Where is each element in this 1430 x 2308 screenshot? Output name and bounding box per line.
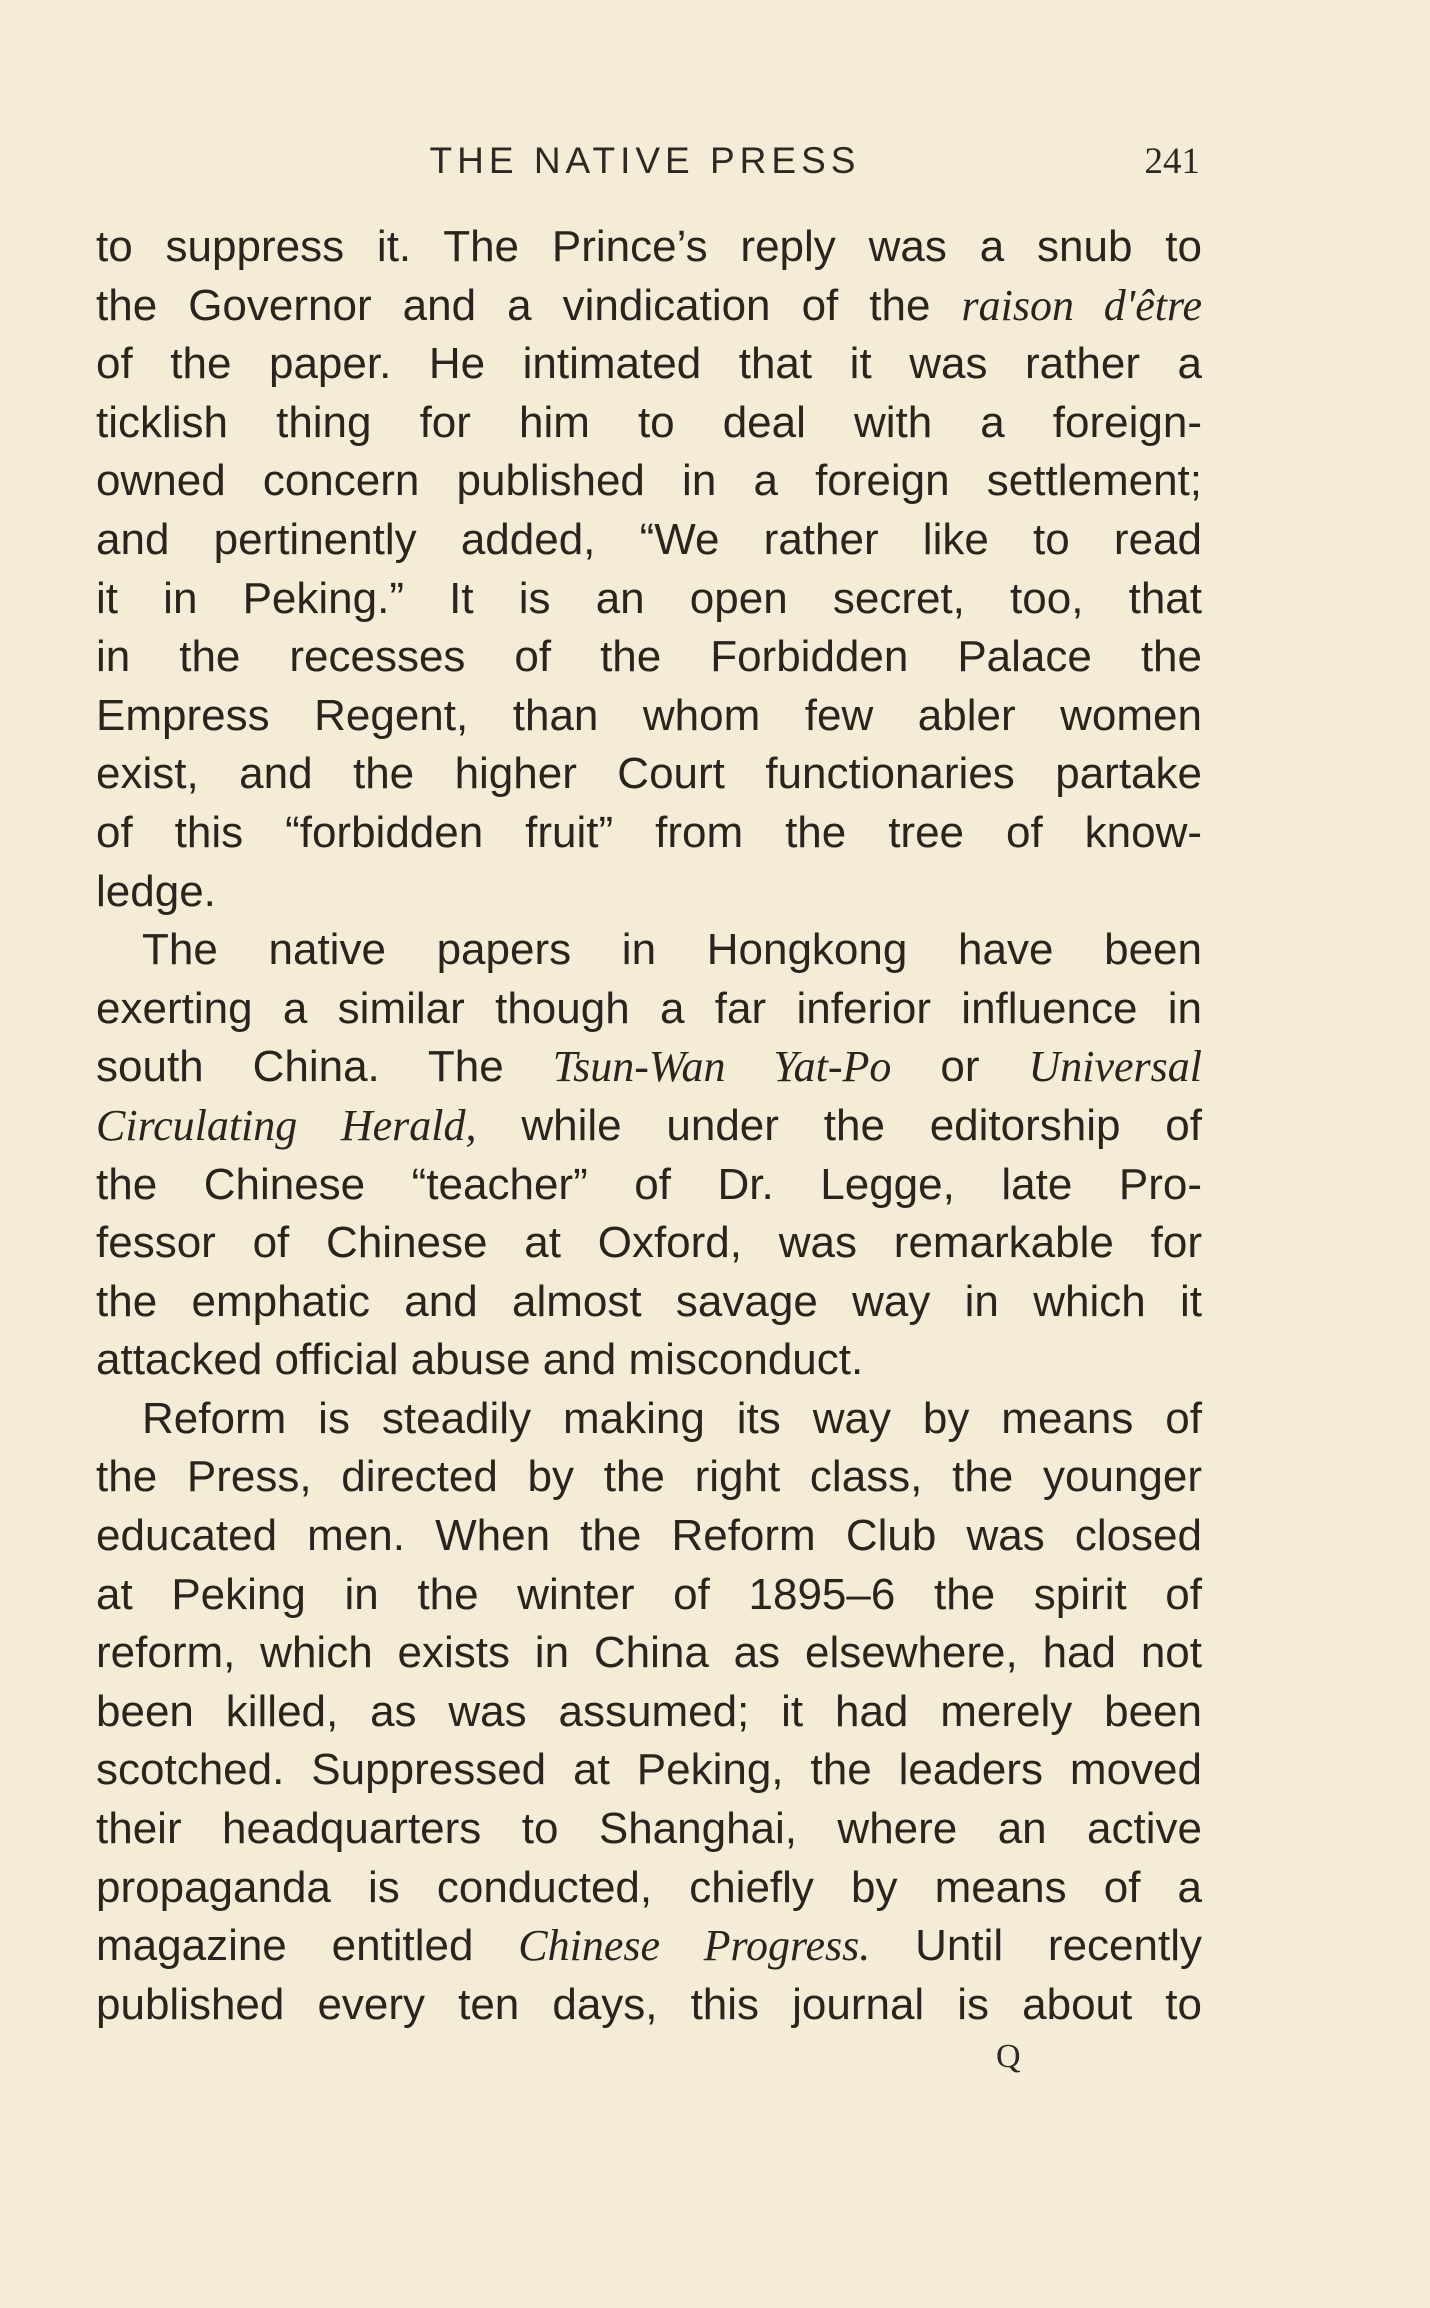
text-line: been killed, as was assumed; it had merely been — [96, 1686, 1202, 1736]
text-line: magazine entitled Chinese Progress. Until recently — [96, 1921, 1202, 1971]
italic-phrase: Universal — [1028, 1042, 1202, 1092]
text-line: educated men. When the Reform Club was closed — [96, 1511, 1202, 1561]
text-line: published every ten days, this journal is about to — [96, 1979, 1202, 2029]
text-line: the emphatic and almost savage way in which it — [96, 1276, 1202, 1326]
body-text — [96, 218, 1202, 2034]
text-line: to suppress it. The Prince’s reply was a snub to — [96, 222, 1202, 271]
text-line: exist, and the higher Court functionaries partake — [96, 749, 1202, 799]
text-line: and pertinently added, “We rather like to read — [96, 514, 1202, 564]
italic-phrase: Circulating Herald, — [96, 1100, 477, 1150]
text-line: attacked official abuse and misconduct. — [96, 1335, 864, 1385]
text-line: propaganda is conducted, chiefly by means of a — [96, 1862, 1202, 1912]
text-line: of this “forbidden fruit” from the tree of know- — [96, 807, 1202, 857]
text-line: Circulating Herald, while under the editorship of — [96, 1100, 1203, 1150]
text-line: Empress Regent, than whom few abler women — [96, 690, 1202, 740]
text-line: south China. The Tsun-Wan Yat-Po or Universal — [96, 1042, 1202, 1092]
text-line: it in Peking.” It is an open secret, too, that — [96, 573, 1202, 623]
text-line: reform, which exists in China as elsewhere, had not — [96, 1628, 1202, 1678]
text-line: owned concern published in a foreign settlement; — [96, 456, 1202, 506]
text-line: ledge. — [96, 866, 216, 916]
italic-phrase: Tsun-Wan Yat-Po — [552, 1042, 892, 1092]
running-title: THE NATIVE PRESS — [429, 140, 861, 181]
text-line: scotched. Suppressed at Peking, the leaders moved — [96, 1745, 1202, 1795]
text-line: the Press, directed by the right class, the younger — [96, 1452, 1202, 1502]
text-line: at Peking in the winter of 1895–6 the spirit of — [96, 1569, 1202, 1619]
signature-mark: Q — [996, 2038, 1021, 2075]
text-line: exerting a similar though a far inferior influence in — [96, 983, 1202, 1033]
text-line: ticklish thing for him to deal with a foreign- — [96, 397, 1202, 447]
running-head — [90, 140, 1200, 190]
italic-phrase: Chinese Progress. — [518, 1921, 871, 1971]
text-line: their headquarters to Shanghai, where an active — [96, 1804, 1202, 1854]
page-number: 241 — [1144, 141, 1200, 182]
text-line: of the paper. He intimated that it was rather a — [96, 339, 1202, 389]
text-line: in the recesses of the Forbidden Palace the — [96, 632, 1202, 682]
text-line: Reform is steadily making its way by means of — [142, 1393, 1202, 1443]
text-line: the Governor and a vindication of the raison d'être — [96, 280, 1202, 330]
text-line: fessor of Chinese at Oxford, was remarkable for — [96, 1218, 1202, 1268]
text-line: The native papers in Hongkong have been — [142, 925, 1202, 975]
text-line: the Chinese “teacher” of Dr. Legge, late Pro- — [96, 1159, 1202, 1209]
italic-phrase: raison d'être — [961, 280, 1202, 330]
